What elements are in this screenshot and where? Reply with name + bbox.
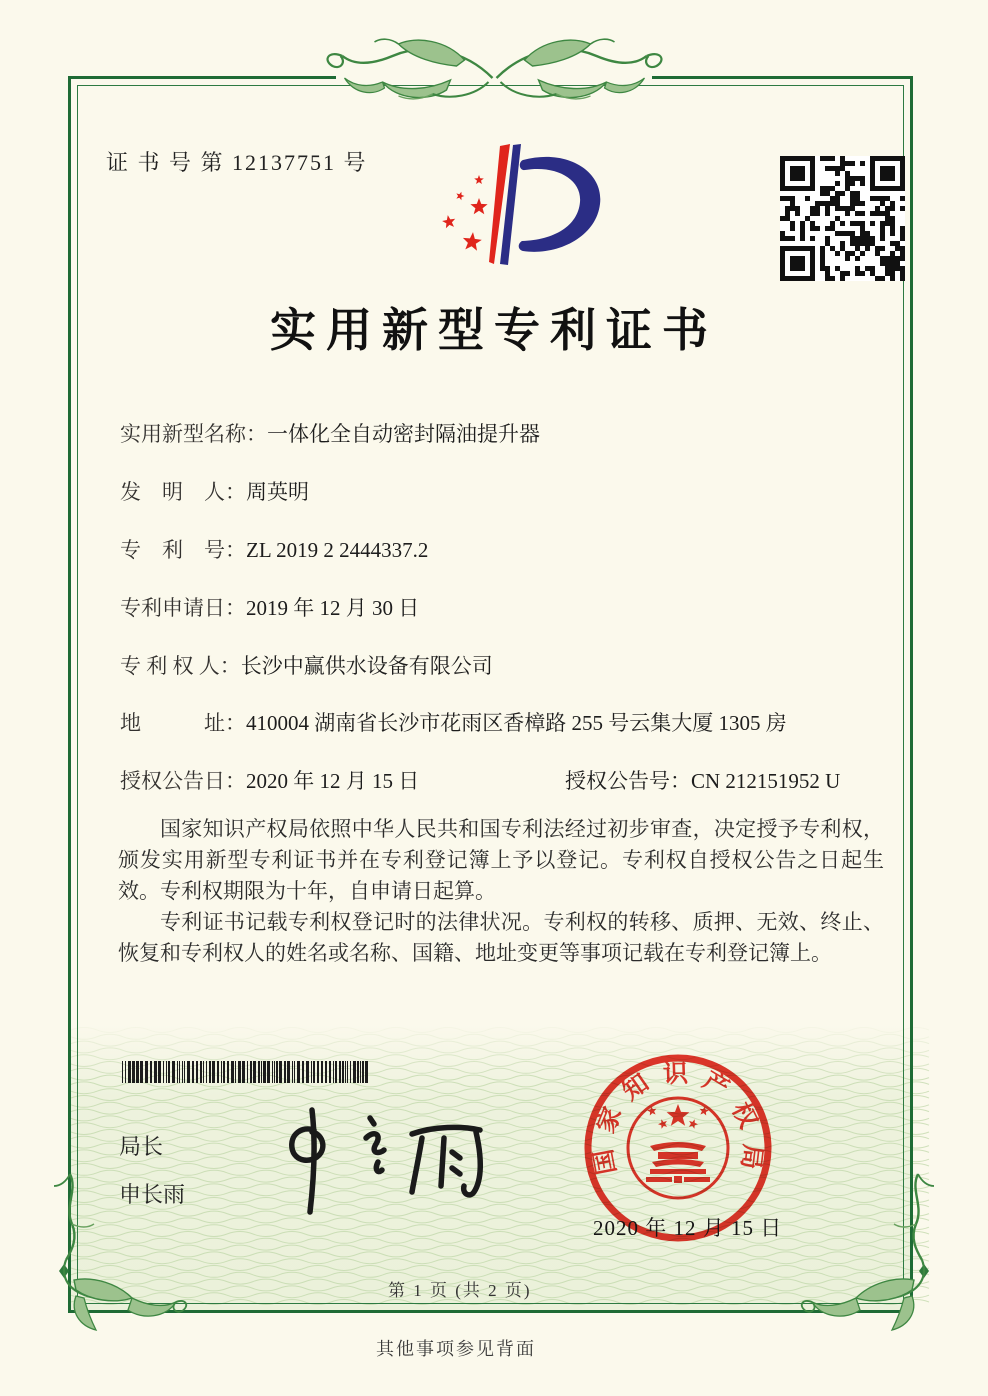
field-application-date — [120, 592, 419, 622]
field-label: 专 利 号： — [120, 538, 246, 562]
director-signature-icon — [262, 1104, 512, 1222]
field-patentee — [120, 650, 493, 680]
page-number: 第 1 页 (共 2 页) — [388, 1281, 532, 1300]
field-value: 周英明 — [246, 480, 309, 504]
cnipa-patent-logo-icon — [416, 134, 621, 276]
seal-date: 2020 年 12 月 15 日 — [593, 1216, 783, 1240]
field-value: 2020 年 12 月 15 日 — [246, 769, 420, 793]
field-value: 2019 年 12 月 30 日 — [246, 596, 420, 620]
field-label: 授权公告日： — [120, 769, 246, 793]
national-emblem-icon — [646, 1104, 710, 1183]
field-label: 专利申请日： — [120, 596, 246, 620]
field-grant-date — [120, 765, 419, 795]
field-label: 实用新型名称： — [120, 422, 267, 446]
field-value: 长沙中赢供水设备有限公司 — [240, 654, 493, 678]
field-value: 410004 湖南省长沙市花雨区香樟路 255 号云集大厦 1305 房 — [246, 711, 787, 735]
field-address — [120, 707, 787, 737]
top-center-flourish-icon — [322, 30, 667, 126]
qr-code — [780, 156, 905, 281]
field-value: 一体化全自动密封隔油提升器 — [267, 422, 540, 446]
legal-text — [118, 814, 884, 969]
bottom-right-corner-flourish-icon — [798, 1172, 958, 1337]
director-name: 申长雨 — [119, 1182, 186, 1207]
certificate-number: 证 书 号 第 12137751 号 — [106, 150, 368, 175]
back-side-note: 其他事项参见背面 — [376, 1339, 536, 1359]
legal-paragraph-2: 专利证书记载专利权登记时的法律状况。专利权的转移、质押、无效、终止、恢复和专利权人的姓名或名称、国籍、地址变更等事项记载在专利登记簿上。 — [118, 910, 884, 965]
field-label: 授权公告号： — [565, 769, 691, 793]
field-grant-number — [565, 765, 840, 795]
certificate-title: 实用新型专利证书 — [270, 305, 718, 356]
director-title-label: 局长 — [119, 1134, 164, 1159]
field-patent-number — [120, 534, 428, 564]
field-utility-model-name — [120, 418, 540, 448]
legal-paragraph-1: 国家知识产权局依照中华人民共和国专利法经过初步审查，决定授予专利权，颁发实用新型专利证书并在专利登记簿上予以登记。专利权自授权公告之日起生效。专利权期限为十年，自申请日起算。 — [118, 817, 884, 903]
field-inventor — [120, 476, 309, 506]
field-label: 地 址： — [120, 711, 246, 735]
seal-text: 国家知识产权局 — [590, 1060, 766, 1177]
field-label: 发 明 人： — [120, 480, 246, 504]
barcode — [122, 1061, 375, 1083]
field-value: CN 212151952 U — [691, 769, 841, 793]
field-label: 专 利 权 人： — [120, 654, 241, 678]
field-value: ZL 2019 2 2444337.2 — [246, 538, 429, 562]
